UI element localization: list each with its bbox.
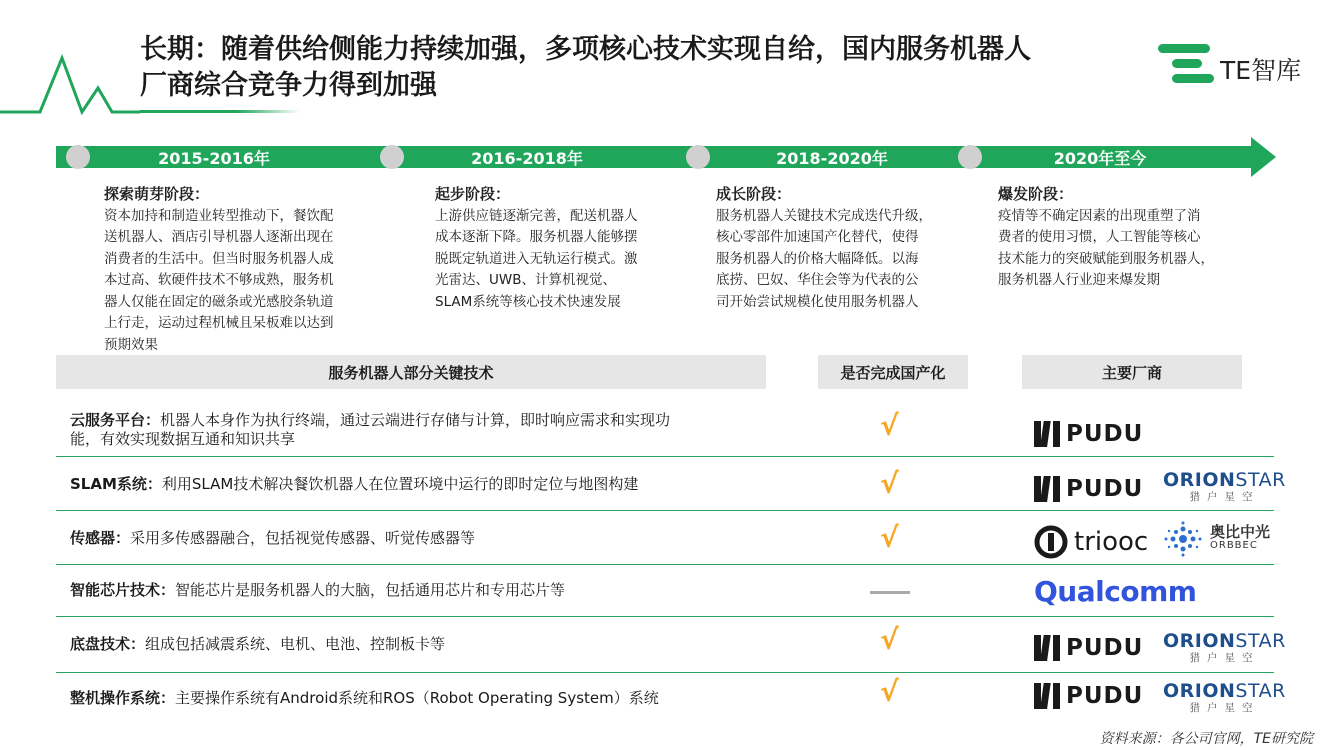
check-mark-icon: √	[880, 521, 899, 554]
triooo-mark-icon	[1034, 525, 1068, 559]
pudu-logo: PUDU	[1034, 681, 1143, 711]
triooo-logo: triooc	[1034, 525, 1148, 559]
table-row	[56, 617, 1286, 673]
table-row	[56, 511, 1274, 565]
stage-growth: 成长阶段： 服务机器人关键技术完成迭代升级， 核心零部件加速国产化替代，使得 服务机器人的价格大幅降低。以海 底捞、巴奴、华住会等为代表的公 司开始尝试规模化使用服务机器人	[716, 185, 932, 310]
row-description: 智能芯片技术：智能芯片是服务机器人的大脑，包括通用芯片和专用芯片等	[70, 581, 566, 599]
row-description: 整机操作系统：主要操作系统有Android系统和ROS（Robot Operating System）系统	[70, 689, 659, 707]
timeline-year: 2016-2018年	[471, 149, 583, 168]
pudu-logo: PUDU	[1034, 633, 1143, 663]
row-description: 云服务平台：机器人本身作为执行终端，通过云端进行存储与计算，即时响应需求和实现功 能，有效实现数据互通和知识共享	[70, 411, 671, 448]
row-description: 传感器：采用多传感器融合，包括视觉传感器、听觉传感器等	[70, 529, 476, 547]
pudu-mark-icon	[1034, 681, 1060, 711]
pudu-logo: PUDU	[1034, 419, 1143, 449]
table-header-localized: 是否完成国产化	[818, 355, 968, 389]
orionstar-logo: ORIONSTAR 猎户星空	[1163, 680, 1286, 714]
pudu-mark-icon	[1034, 633, 1060, 663]
stripes-logo-icon	[1158, 42, 1218, 88]
orbbec-logo: 奥比中光 ORBBEC	[1160, 521, 1270, 557]
row-description: 底盘技术：组成包括减震系统、电机、电池、控制板卡等	[70, 635, 446, 653]
stage-start: 起步阶段： 上游供应链逐渐完善，配送机器人 成本逐渐下降。服务机器人能够摆 脱既定轨道进入无轨运行模式。激 光雷达、UWB、计算机视觉、 SLAM系统等核心技术快速发展	[435, 185, 638, 310]
table-row	[56, 457, 1286, 511]
timeline-node	[686, 145, 710, 169]
timeline-node	[958, 145, 982, 169]
orionstar-logo: ORIONSTAR 猎户星空	[1163, 630, 1286, 664]
timeline-year: 2015-2016年	[158, 149, 270, 168]
check-mark-icon: √	[880, 623, 899, 656]
source-note: 资料来源：各公司官网，TE研究院	[1099, 731, 1313, 747]
check-mark-icon: √	[880, 467, 899, 500]
te-logo	[1158, 40, 1318, 90]
qualcomm-logo: Qualcomm	[1034, 575, 1197, 608]
pudu-mark-icon	[1034, 474, 1060, 504]
orbbec-dots-icon	[1160, 521, 1206, 557]
table-header-tech: 服务机器人部分关键技术	[56, 355, 766, 389]
row-description: SLAM系统：利用SLAM技术解决餐饮机器人在位置环境中运行的即时定位与地图构建	[70, 475, 639, 493]
dash-mark-icon	[870, 591, 910, 594]
orionstar-logo: ORIONSTAR 猎户星空	[1163, 469, 1286, 503]
timeline-node	[380, 145, 404, 169]
stage-exploration: 探索萌芽阶段： 资本加持和制造业转型推动下，餐饮配 送机器人、酒店引导机器人逐渐出现在 消费者的生活中。但当时服务机器人成 本过高、软硬件技术不够成熟，服务机 器人仅能在固定的磁条或光感胶条轨道 上行走，运动过程机械且呆板难以达到 预期效果	[104, 185, 334, 353]
timeline-year: 2018-2020年	[776, 149, 888, 168]
timeline-year: 2020年至今	[1053, 149, 1147, 168]
stage-explosion: 爆发阶段： 疫情等不确定因素的出现重塑了消 费者的使用习惯，人工智能等核心 技术能力的突破赋能到服务机器人， 服务机器人行业迎来爆发期	[998, 185, 1214, 288]
table-row	[56, 565, 1274, 617]
check-mark-icon: √	[880, 409, 899, 442]
timeline-node	[66, 145, 90, 169]
table-row	[56, 673, 1286, 721]
pudu-mark-icon	[1034, 419, 1060, 449]
pudu-logo: PUDU	[1034, 474, 1143, 504]
table-header-vendors: 主要厂商	[1022, 355, 1242, 389]
table-row	[56, 395, 1274, 457]
logo-text: TE智库	[1220, 56, 1302, 85]
check-mark-icon: √	[880, 675, 899, 708]
page-title: 长期：随着供给侧能力持续加强，多项核心技术实现自给，国内服务机器人 厂商综合竞争力得到加强	[140, 34, 1031, 101]
